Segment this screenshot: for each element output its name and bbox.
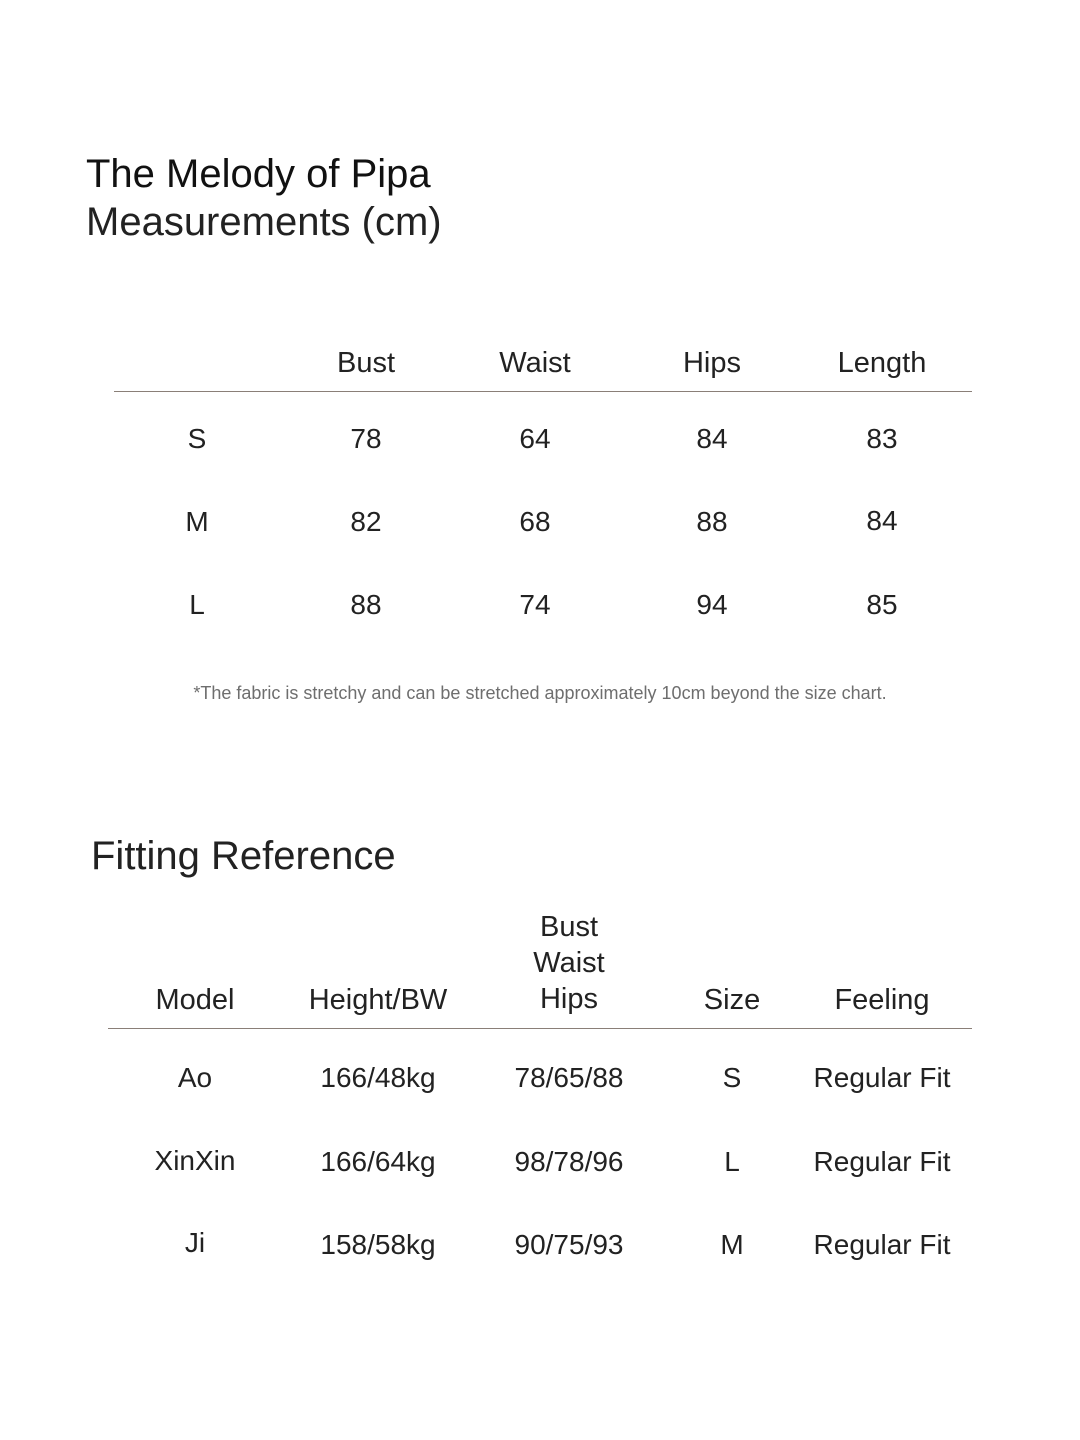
height-weight: 166/48kg [320,1062,436,1093]
measurements-header-rule [114,391,972,392]
hips-value: 88 [696,506,728,537]
size-worn: L [724,1146,740,1177]
hips-value: 84 [696,423,728,454]
fitting-header-rule [108,1028,972,1029]
length-value: 83 [866,423,898,454]
header-hips: Hips [682,347,742,379]
header-bust: Bust [539,911,599,943]
length-value: 85 [866,589,898,620]
bust-waist-hips: 90/75/93 [514,1229,624,1260]
model-name: Ji [184,1227,206,1258]
model-name: XinXin [154,1145,236,1176]
fit-feeling: Regular Fit [813,1229,951,1260]
header-waist: Waist [533,947,605,979]
bust-value: 88 [350,589,382,620]
header-feeling: Feeling [834,984,930,1016]
fit-feeling: Regular Fit [813,1146,951,1177]
stretch-note: *The fabric is stretchy and can be stretched approximately 10cm beyond the size chart. [193,683,887,703]
product-title: The Melody of Pipa [86,152,431,196]
header-length: Length [837,347,927,379]
bust-waist-hips: 98/78/96 [514,1146,624,1177]
bust-waist-hips: 78/65/88 [514,1062,624,1093]
size-label: S [187,423,207,454]
bust-value: 82 [350,506,382,537]
fitting-reference-title: Fitting Reference [91,834,396,878]
waist-value: 64 [519,423,551,454]
length-value: 84 [866,505,898,536]
size-worn: M [720,1229,744,1260]
size-label: L [189,589,205,620]
hips-value: 94 [696,589,728,620]
header-hips: Hips [539,983,598,1015]
measurements-subtitle: Measurements (cm) [86,200,442,244]
header-bust: Bust [336,347,396,379]
waist-value: 74 [519,589,551,620]
header-height-bw: Height/BW [308,984,448,1016]
header-size: Size [703,984,761,1016]
header-model: Model [155,984,235,1016]
waist-value: 68 [519,506,551,537]
size-worn: S [722,1062,742,1093]
fit-feeling: Regular Fit [813,1062,951,1093]
size-label: M [185,506,209,537]
bust-value: 78 [350,423,382,454]
header-bust-waist-hips [533,909,604,1017]
height-weight: 158/58kg [320,1229,436,1260]
header-waist: Waist [499,347,571,379]
model-name: Ao [177,1062,213,1093]
height-weight: 166/64kg [320,1146,436,1177]
